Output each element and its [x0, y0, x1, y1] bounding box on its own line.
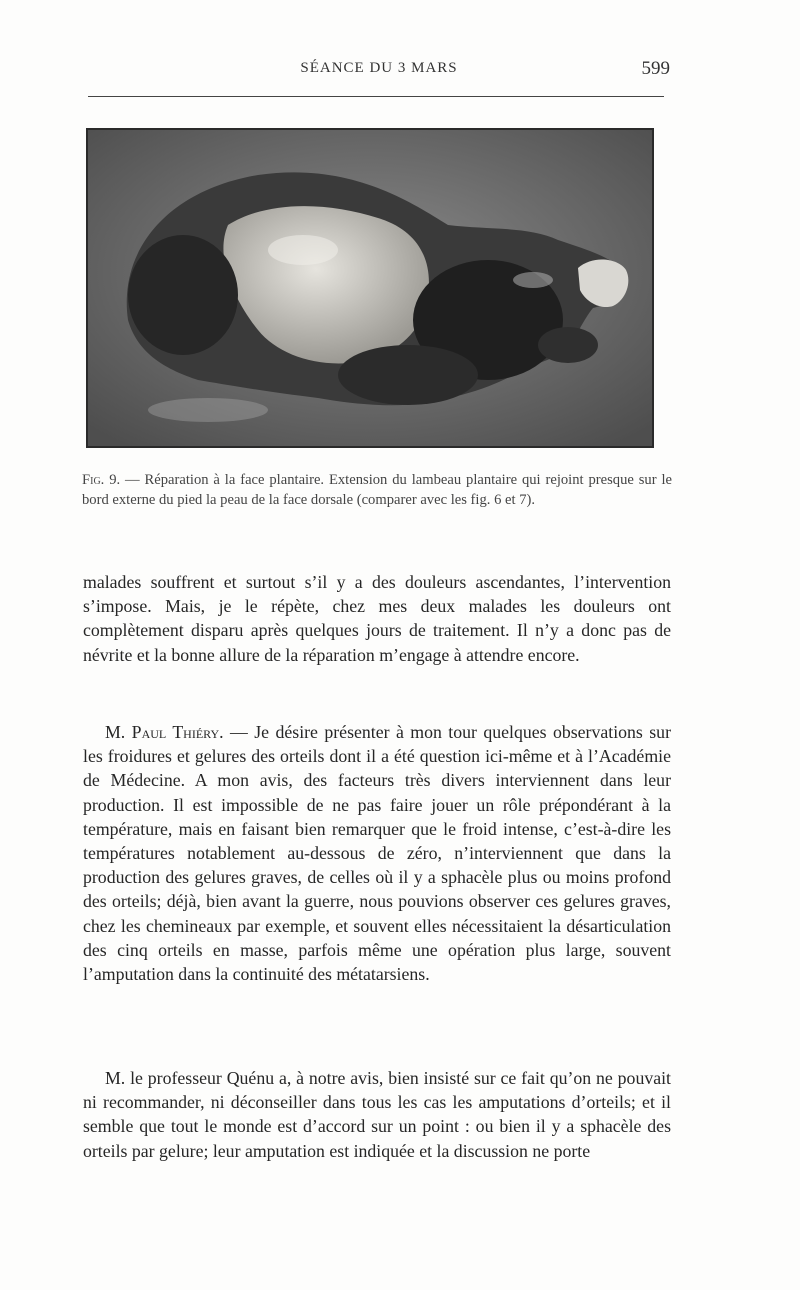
highlight	[268, 235, 338, 265]
page-number: 599	[641, 58, 670, 79]
paragraph-3: M. le professeur Quénu a, à notre avis, bien insisté sur ce fait qu’on ne pouvait ni recommander, ni déconseiller dans tous les cas les amputations d’orteils; et il semble que tout le monde est d’accord sur un point : ou bien il y a sphacèle des orteils par gelure; leur amputation est indiquée et la discussion ne porte	[83, 1068, 671, 1161]
figure-photo	[86, 128, 654, 448]
running-head: SÉANCE DU 3 MARS	[300, 60, 458, 76]
paragraph-1: malades souffrent et surtout s’il y a des douleurs ascendantes, l’intervention s’impose. Mais, je le répète, chez mes deux malades les douleurs ont complètement disparu après quelques jours de traitement. Il n’y a donc pas de névrite et la bonne allure de la réparation m’engage à attendre encore.	[83, 572, 671, 665]
highlight-3	[148, 398, 268, 422]
paragraph-2-text: — Je désire présenter à mon tour quelques observations sur les froidures et gelures des orteils dont il a été question ici-même et à l’Académie de Médecine. A mon avis, des facteurs très divers interviennent dans leur production. Il est impossible de ne pas faire jouer un rôle prépondérant à la température, mais en faisant bien remarquer que le froid intense, c’est-à-dire les températures notablement au-dessous de zéro, n’interviennent que dans la production des gelures graves, de celles où il y a sphacèle plus ou moins profond des orteils; déjà, bien avant la guerre, nous pouvions observer ces gelures graves, chez les chemineaux par exemple, et souvent elles nécessitaient la désarticulation des cinq orteils en masse, parfois même une opération plus large, souvent l’amputation dans la continuité des métatarsiens.	[83, 722, 671, 985]
figure-caption-text: — Réparation à la face plantaire. Extension du lambeau plantaire qui rejoint presque sur le bord externe du pied la peau de la face dorsale (comparer avec les fig. 6 et 7).	[82, 472, 672, 508]
figure-label: Fig. 9.	[82, 472, 121, 488]
dark-patch-lower	[338, 345, 478, 405]
page-header	[88, 58, 670, 88]
paragraph-2	[83, 720, 671, 986]
toe	[538, 327, 598, 363]
highlight-2	[513, 272, 553, 288]
figure-caption	[82, 470, 672, 510]
foot-photograph	[88, 130, 652, 446]
header-rule	[88, 96, 664, 97]
speaker-name: M. Paul Thiéry.	[105, 722, 224, 742]
dark-patch-heel	[128, 235, 238, 355]
